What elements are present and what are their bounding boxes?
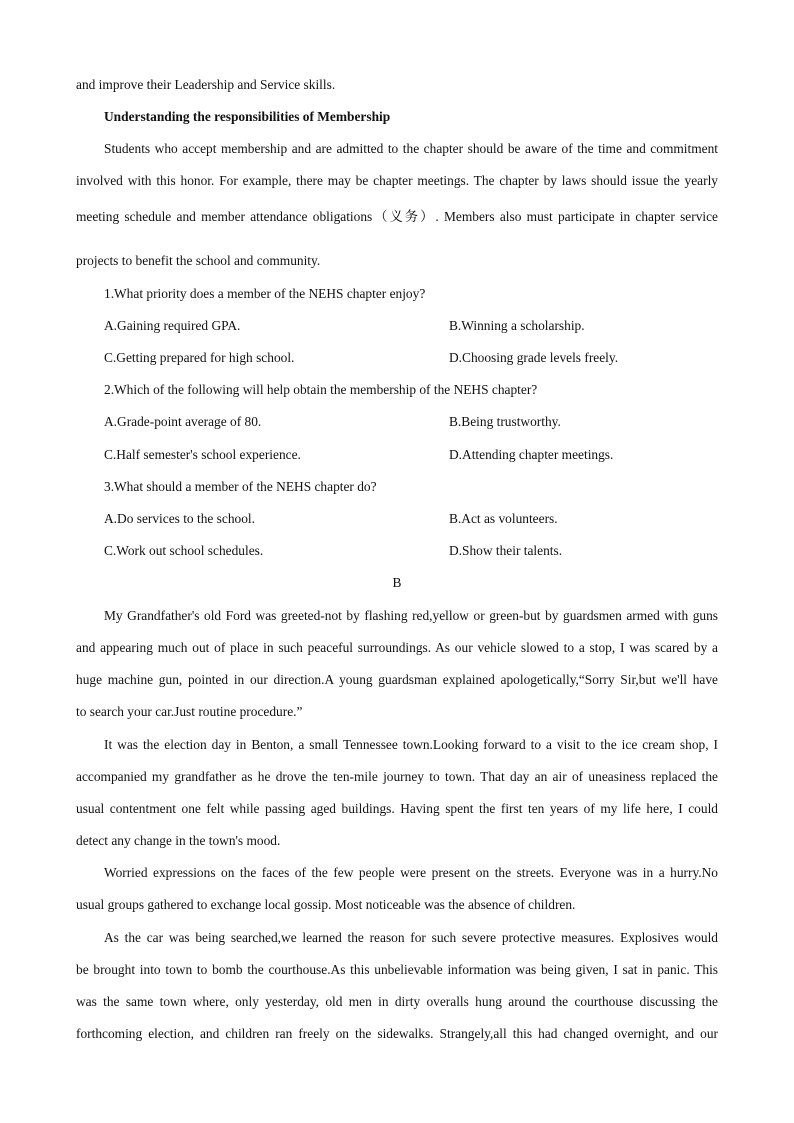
question-1-option-c[interactable]: C.Getting prepared for high school. (104, 350, 295, 365)
question-3-option-b[interactable]: B.Act as volunteers. (449, 511, 558, 526)
passage-b-p4-line-4: forthcoming election, and children ran freely on the sidewalks. Strangely,all this had changed overnight, and our (76, 1026, 718, 1041)
question-3-option-d[interactable]: D.Show their talents. (449, 543, 563, 558)
passage-b-p2-line-1: It was the election day in Benton, a small Tennessee town.Looking forward to a visit to the ice cream shop, I (104, 737, 718, 752)
passage-b-p2-line-3: usual contentment one felt while passing aged buildings. Having spent the first ten years of my life here, I could (76, 801, 718, 816)
passage-b-p3-line-1: Worried expressions on the faces of the few people were present on the streets. Everyone was in a hurry.No (104, 865, 718, 880)
passage-b-p1-line-1: My Grandfather's old Ford was greeted-not by flashing red,yellow or green-but by guardsmen armed with guns (104, 608, 718, 623)
question-2-option-d[interactable]: D.Attending chapter meetings. (449, 447, 614, 462)
question-1-option-a[interactable]: A.Gaining required GPA. (104, 318, 241, 333)
membership-para-line-4: projects to benefit the school and community. (76, 253, 321, 268)
section-heading: Understanding the responsibilities of Membership (104, 109, 391, 124)
membership-para-line-3: meeting schedule and member attendance obligations（义务）. Members also must participate in chapter service (76, 209, 718, 224)
question-1-option-b[interactable]: B.Winning a scholarship. (449, 318, 585, 333)
question-2-option-c[interactable]: C.Half semester's school experience. (104, 447, 301, 462)
passage-b-p1-line-4: to search your car.Just routine procedure.” (76, 704, 303, 719)
question-2-option-b[interactable]: B.Being trustworthy. (449, 414, 561, 429)
question-1-stem: 1.What priority does a member of the NEHS chapter enjoy? (104, 286, 426, 301)
question-3-option-c[interactable]: C.Work out school schedules. (104, 543, 264, 558)
intro-tail-line: and improve their Leadership and Service skills. (76, 77, 336, 92)
question-2-stem: 2.Which of the following will help obtain the membership of the NEHS chapter? (104, 382, 538, 397)
passage-b-p1-line-3: huge machine gun, pointed in our direction.A young guardsman explained apologetically,“Sorry Sir,but we'll have (76, 672, 718, 687)
question-3-option-a[interactable]: A.Do services to the school. (104, 511, 255, 526)
passage-b-p2-line-4: detect any change in the town's mood. (76, 833, 281, 848)
passage-b-p4-line-1: As the car was being searched,we learned the reason for such severe protective measures. Explosives would (104, 930, 718, 945)
passage-b-p1-line-2: and appearing much out of place in such peaceful surroundings. As our vehicle slowed to a stop, I was scared by a (76, 640, 718, 655)
section-b-label: B (392, 575, 402, 590)
membership-para-line-1: Students who accept membership and are admitted to the chapter should be aware of the time and commitment (104, 141, 718, 156)
membership-para-line-2: involved with this honor. For example, there may be chapter meetings. The chapter by laws should issue the yearly (76, 173, 718, 188)
passage-b-p2-line-2: accompanied my grandfather as he drove the ten-mile journey to town. That day an air of uneasiness replaced the (76, 769, 718, 784)
question-1-option-d[interactable]: D.Choosing grade levels freely. (449, 350, 619, 365)
question-3-stem: 3.What should a member of the NEHS chapter do? (104, 479, 377, 494)
passage-b-p4-line-3: was the same town where, only yesterday, old men in dirty overalls hung around the courthouse discussing the (76, 994, 718, 1009)
passage-b-p3-line-2: usual groups gathered to exchange local gossip. Most noticeable was the absence of children. (76, 897, 576, 912)
passage-b-p4-line-2: be brought into town to bomb the courthouse.As this unbelievable information was being given, I sat in panic. This (76, 962, 718, 977)
question-2-option-a[interactable]: A.Grade-point average of 80. (104, 414, 262, 429)
